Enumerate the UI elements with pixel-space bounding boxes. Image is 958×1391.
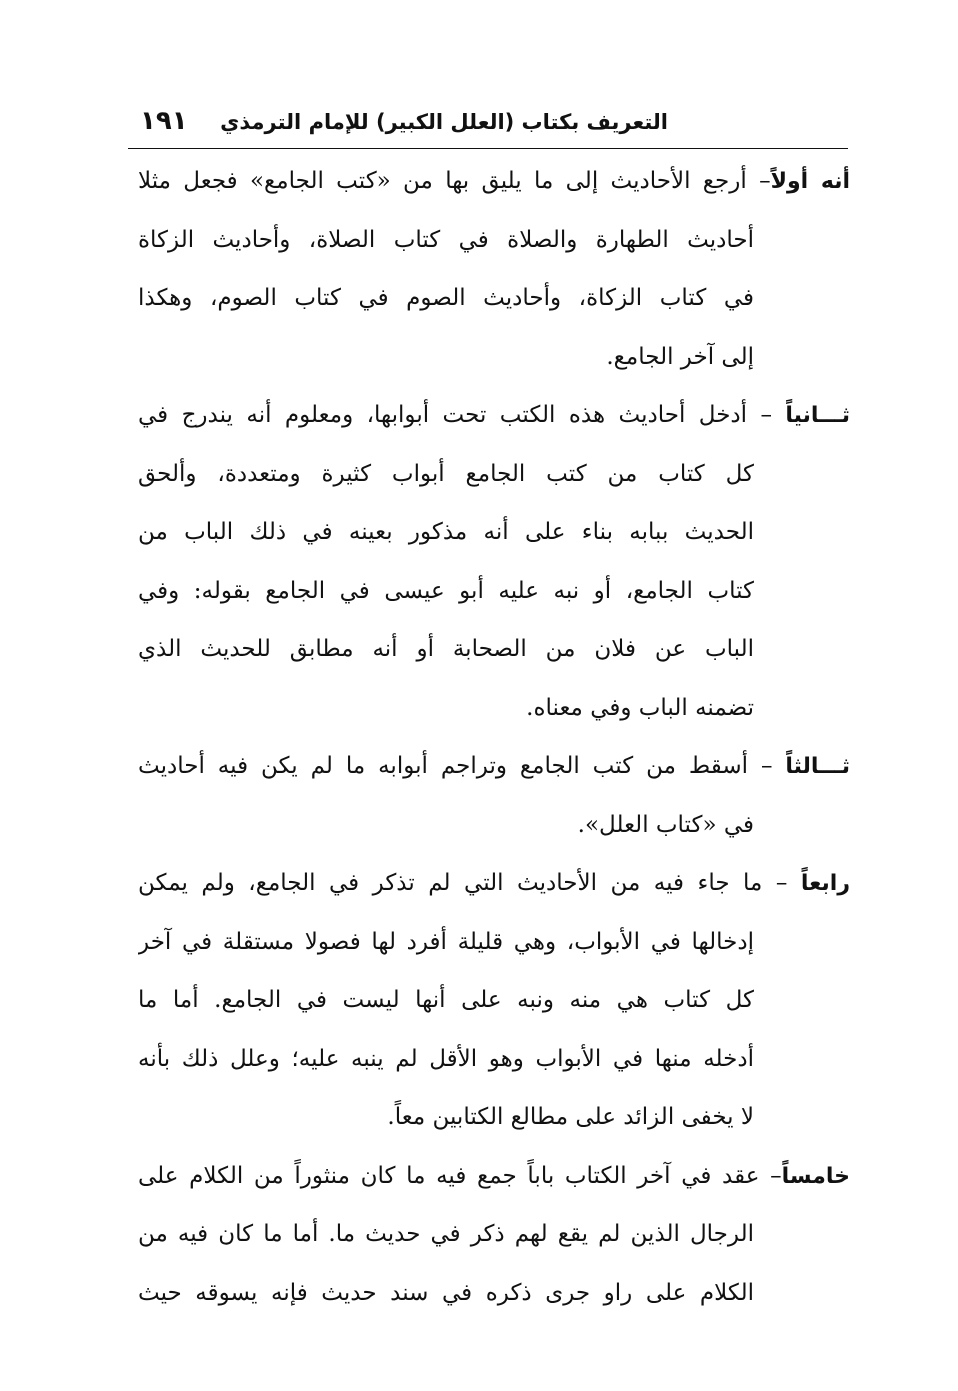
text-line: إلى آخر الجامع. <box>606 343 754 370</box>
item-term: رابعاً <box>800 871 850 896</box>
item-term: ثـــانياً <box>785 403 850 428</box>
item-term: أنه أولاً <box>770 169 850 194</box>
running-header <box>128 104 848 149</box>
list-item <box>138 854 850 1147</box>
text-line: ثـــالثاً – أسقط من كتب الجامع وتراجم أبوابه ما لم يكن فيه أحاديث <box>138 753 850 779</box>
text-line: كل كتاب هي منه ونبه على أنها ليست في الجامع. أما ما <box>138 987 754 1013</box>
text-line: أحاديث الطهارة والصلاة في كتاب الصلاة، وأحاديث الزكاة <box>138 226 754 253</box>
item-term: ثـــالثاً <box>785 754 850 779</box>
body-text <box>138 152 850 1322</box>
text-line: أنه أولاً– أرجع الأحاديث إلى ما يليق بها من «كتب الجامع» فجعل مثلا <box>138 168 850 194</box>
list-item <box>138 737 850 854</box>
text-line: كتاب الجامع، أو نبه عليه أبو عيسى في الجامع بقوله: وفي <box>138 577 754 604</box>
text-line: الباب عن فلان من الصحابة أو أنه مطابق للحديث الذي <box>138 636 754 662</box>
text-line: ثـــانياً – أدخل أحاديث هذه الكتب تحت أبوابها، ومعلوم أنه يندرج في <box>138 402 850 428</box>
text-line: أدخله منها في الأبواب وهو الأقل لم ينبه عليه؛ وعلل ذلك بأنه <box>138 1045 754 1072</box>
list-item <box>138 386 850 737</box>
text-line: خامساً– عقد في آخر الكتاب باباً جمع فيه ما كان منثوراً من الكلام على <box>138 1162 850 1189</box>
text-line: في كتاب الزكاة، وأحاديث الصوم في كتاب الصوم، وهكذا <box>138 285 754 311</box>
text-line: إدخالها في الأبواب، وهي قليلة أفرد لها فصولا مستقلة في آخر <box>138 928 754 955</box>
text-line: لا يخفى الزائد على مطالع الكتابين معاً. <box>387 1104 754 1130</box>
running-header-title: التعريف بكتاب (العلل الكبير) للإمام الترمذي <box>220 110 668 134</box>
text-line: تضمنه الباب وفي معناه. <box>526 694 754 721</box>
text-line: الرجال الذين لم يقع لهم ذكر في حديث ما. أما ما كان فيه من <box>138 1221 754 1247</box>
list-item <box>138 1147 850 1323</box>
page-number: ١٩١ <box>140 106 188 136</box>
text-line: رابعاً – ما جاء فيه من الأحاديث التي لم تذكر في الجامع، ولم يمكن <box>138 870 850 896</box>
item-term: خامساً <box>781 1163 850 1189</box>
list-item <box>138 152 850 386</box>
text-line: كل كتاب من كتب الجامع أبواب كثيرة ومتعددة، وألحق <box>138 460 754 487</box>
text-line: في «كتاب العلل». <box>577 811 754 838</box>
text-line: الحديث ببابه بناء على أنه مذكور بعينه في ذلك الباب من <box>138 519 754 545</box>
text-line: الكلام على راو جرى ذكره في سند حديث فإنه يسوقه حيث <box>138 1279 754 1306</box>
